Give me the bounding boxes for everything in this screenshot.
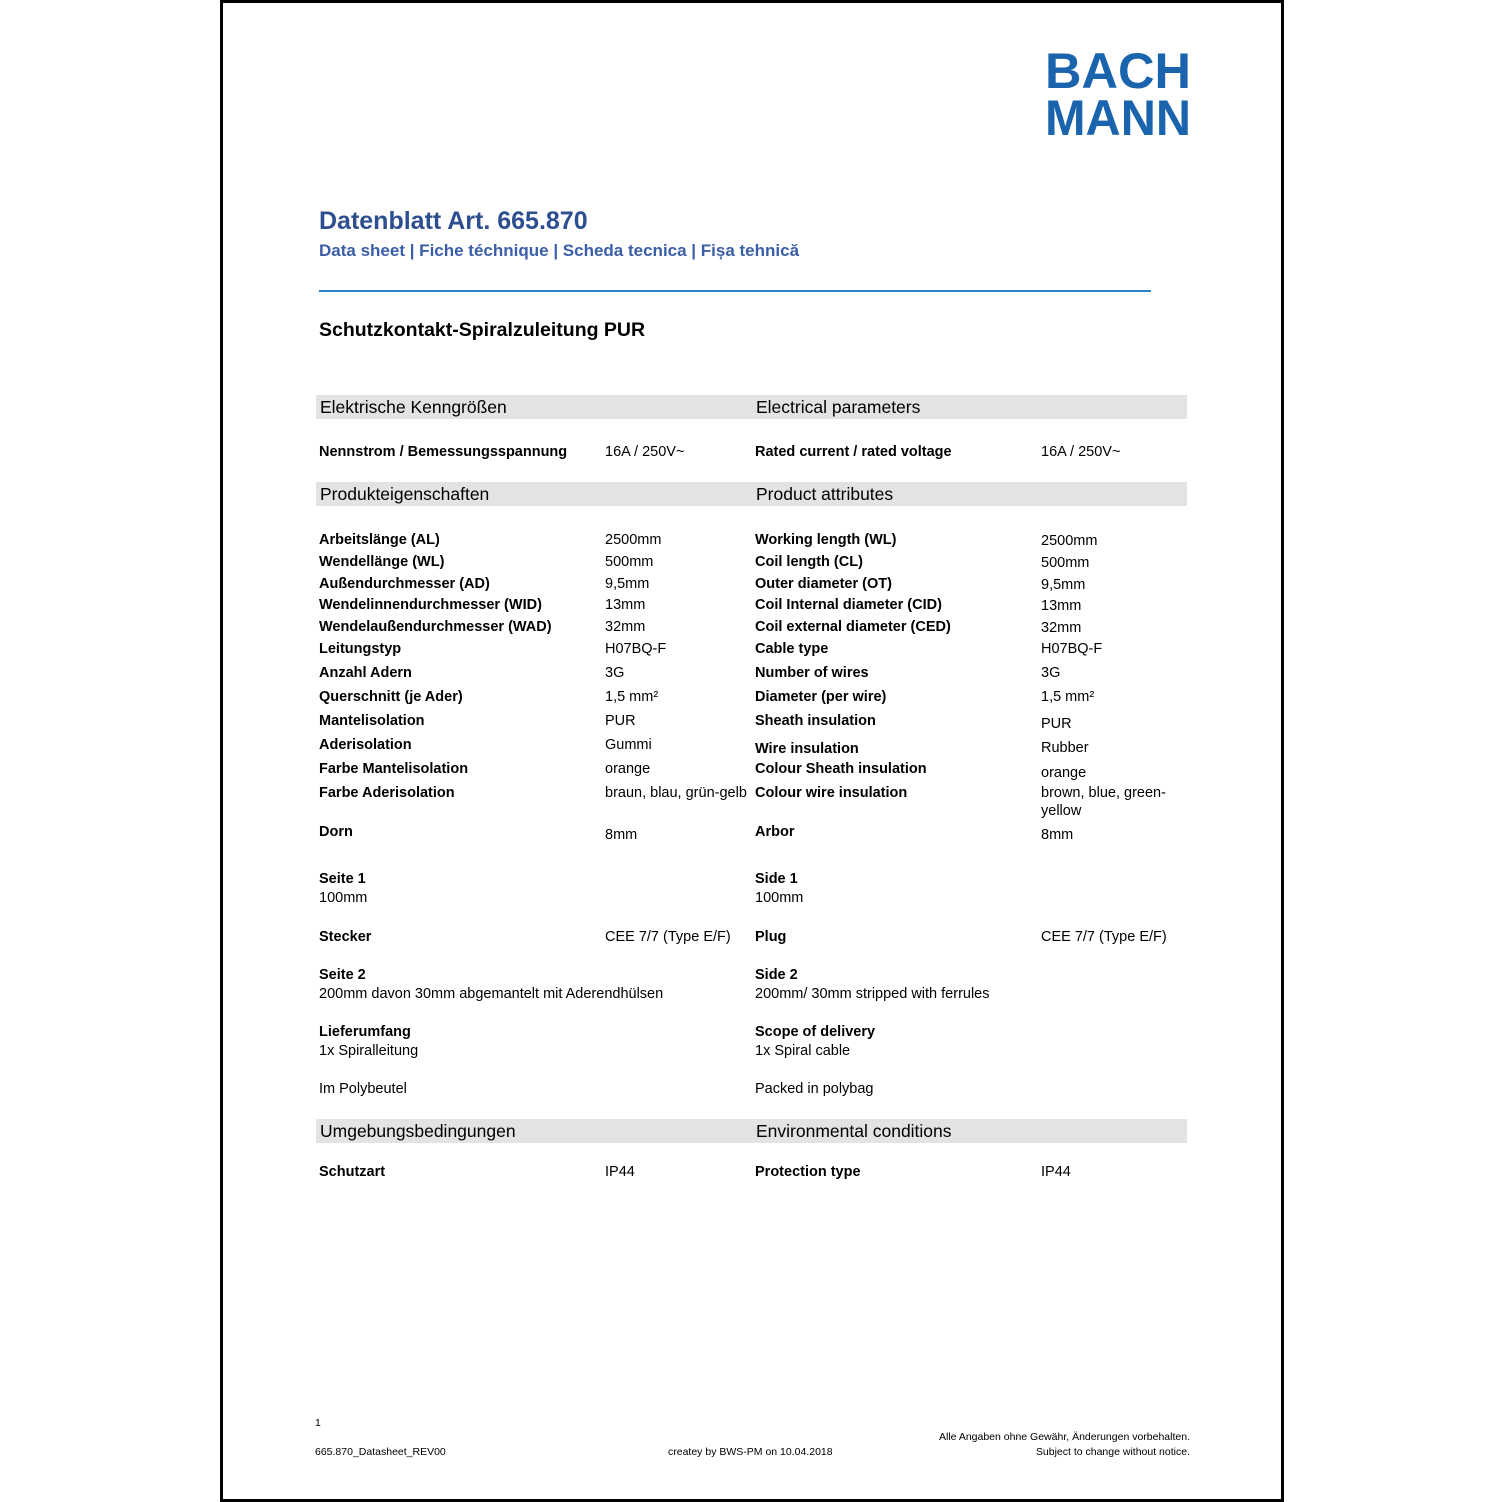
- side2-text-de: 200mm davon 30mm abgemantelt mit Aderendhülsen: [319, 986, 664, 1002]
- spec-label: Querschnitt (je Ader): [319, 689, 463, 705]
- spec-label: Dorn: [319, 824, 353, 840]
- spec-value: 500mm: [605, 554, 654, 570]
- spec-value: 500mm: [1041, 555, 1090, 571]
- delivery-title-en: Scope of delivery: [755, 1024, 876, 1040]
- header-divider: [319, 290, 1151, 292]
- spec-label: Nennstrom / Bemessungsspannung: [319, 444, 568, 460]
- section-title-en: Environmental conditions: [756, 1121, 952, 1141]
- spec-value: 32mm: [605, 619, 646, 635]
- spec-label: Wendellänge (WL): [319, 554, 445, 570]
- spec-value: braun, blau, grün-gelb: [605, 785, 747, 801]
- logo-line-2: MANN: [1045, 90, 1191, 137]
- spec-value: Rubber: [1041, 740, 1089, 756]
- spec-label: Wendelaußendurchmesser (WAD): [319, 619, 552, 635]
- spec-label: Protection type: [755, 1164, 861, 1180]
- spec-label: Leitungstyp: [319, 641, 402, 657]
- delivery-pack-en: Packed in polybag: [755, 1081, 874, 1097]
- spec-label: Coil Internal diameter (CID): [755, 597, 942, 613]
- plug-label-en: Plug: [755, 929, 787, 945]
- spec-label: Wendelinnendurchmesser (WID): [319, 597, 542, 613]
- logo-line-1: BACH: [1045, 45, 1191, 99]
- spec-value-continued: yellow: [1041, 803, 1082, 819]
- plug-label-de: Stecker: [319, 929, 372, 945]
- spec-label: Rated current / rated voltage: [755, 444, 952, 460]
- spec-value: 1,5 mm²: [605, 689, 659, 705]
- spec-label: Außendurchmesser (AD): [319, 576, 490, 592]
- spec-label: Colour Sheath insulation: [755, 761, 927, 777]
- spec-label: Schutzart: [319, 1164, 386, 1180]
- spec-value: H07BQ-F: [605, 641, 667, 657]
- spec-value: orange: [1041, 765, 1087, 781]
- spec-value: 13mm: [1041, 598, 1082, 614]
- spec-value: 2500mm: [1041, 533, 1098, 549]
- side2-title-de: Seite 2: [319, 967, 366, 983]
- spec-label: Aderisolation: [319, 737, 412, 753]
- created-by: createy by BWS-PM on 10.04.2018: [668, 1446, 833, 1458]
- side1-title-en: Side 1: [755, 871, 798, 887]
- bachmann-logo: [1043, 45, 1193, 137]
- spec-value: brown, blue, green-: [1041, 785, 1166, 801]
- spec-label: Coil length (CL): [755, 554, 863, 570]
- delivery-pack-de: Im Polybeutel: [319, 1081, 407, 1097]
- doc-id: 665.870_Datasheet_REV00: [315, 1446, 446, 1458]
- spec-label: Colour wire insulation: [755, 785, 908, 801]
- page-title: Datenblatt Art. 665.870: [319, 207, 588, 235]
- spec-value: 16A / 250V~: [1041, 444, 1121, 460]
- spec-value: 16A / 250V~: [605, 444, 685, 460]
- spec-value: 1,5 mm²: [1041, 689, 1095, 705]
- spec-label: Farbe Aderisolation: [319, 785, 455, 801]
- spec-label: Sheath insulation: [755, 713, 876, 729]
- spec-value: 9,5mm: [605, 576, 650, 592]
- section-header-environment: [316, 1119, 1187, 1143]
- spec-value: IP44: [1041, 1164, 1071, 1180]
- spec-label: Mantelisolation: [319, 713, 425, 729]
- spec-value: 32mm: [1041, 620, 1082, 636]
- spec-label: Coil external diameter (CED): [755, 619, 951, 635]
- spec-value: 3G: [605, 665, 625, 681]
- spec-label: Farbe Mantelisolation: [319, 761, 469, 777]
- spec-value: IP44: [605, 1164, 635, 1180]
- delivery-item-en: 1x Spiral cable: [755, 1043, 851, 1059]
- section-title-de: Elektrische Kenngrößen: [320, 397, 507, 417]
- side2-title-en: Side 2: [755, 967, 798, 983]
- side2-text-en: 200mm/ 30mm stripped with ferrules: [755, 986, 990, 1002]
- spec-value: 8mm: [1041, 827, 1074, 843]
- spec-value: PUR: [605, 713, 636, 729]
- page-number: 1: [315, 1417, 321, 1429]
- side1-text-de: 100mm: [319, 890, 368, 906]
- product-name: Schutzkontakt-Spiralzuleitung PUR: [319, 319, 646, 341]
- spec-value: 2500mm: [605, 532, 662, 548]
- disclaimer-de: Alle Angaben ohne Gewähr, Änderungen vorbehalten.: [938, 1431, 1190, 1443]
- spec-value: 9,5mm: [1041, 577, 1086, 593]
- plug-value-de: CEE 7/7 (Type E/F): [605, 929, 731, 945]
- spec-label: Number of wires: [755, 665, 869, 681]
- spec-label: Arbeitslänge (AL): [319, 532, 440, 548]
- spec-label: Cable type: [755, 641, 829, 657]
- disclaimer-en: Subject to change without notice.: [1035, 1446, 1190, 1458]
- spec-label: Anzahl Adern: [319, 665, 412, 681]
- spec-label: Outer diameter (OT): [755, 576, 892, 592]
- spec-value: orange: [605, 761, 651, 777]
- spec-value: Gummi: [605, 737, 652, 753]
- delivery-item-de: 1x Spiralleitung: [319, 1043, 419, 1059]
- spec-label: Wire insulation: [755, 741, 859, 757]
- datasheet-page: [220, 0, 1284, 1502]
- spec-label: Diameter (per wire): [755, 689, 887, 705]
- plug-value-en: CEE 7/7 (Type E/F): [1041, 929, 1167, 945]
- spec-value: 13mm: [605, 597, 646, 613]
- page-subtitle: Data sheet | Fiche téchnique | Scheda tecnica | Fișa tehnică: [319, 241, 800, 260]
- section-header-electrical: [316, 395, 1187, 419]
- side1-title-de: Seite 1: [319, 871, 366, 887]
- side1-text-en: 100mm: [755, 890, 804, 906]
- spec-value: 3G: [1041, 665, 1061, 681]
- section-title-en: Product attributes: [756, 484, 894, 504]
- spec-label: Arbor: [755, 824, 795, 840]
- section-title-de: Umgebungsbedingungen: [320, 1121, 516, 1141]
- spec-label: Working length (WL): [755, 532, 897, 548]
- spec-value: 8mm: [605, 827, 638, 843]
- section-header-product: [316, 482, 1187, 506]
- delivery-title-de: Lieferumfang: [319, 1024, 411, 1040]
- spec-value: PUR: [1041, 716, 1072, 732]
- spec-value: H07BQ-F: [1041, 641, 1103, 657]
- section-title-en: Electrical parameters: [756, 397, 921, 417]
- section-title-de: Produkteigenschaften: [320, 484, 490, 504]
